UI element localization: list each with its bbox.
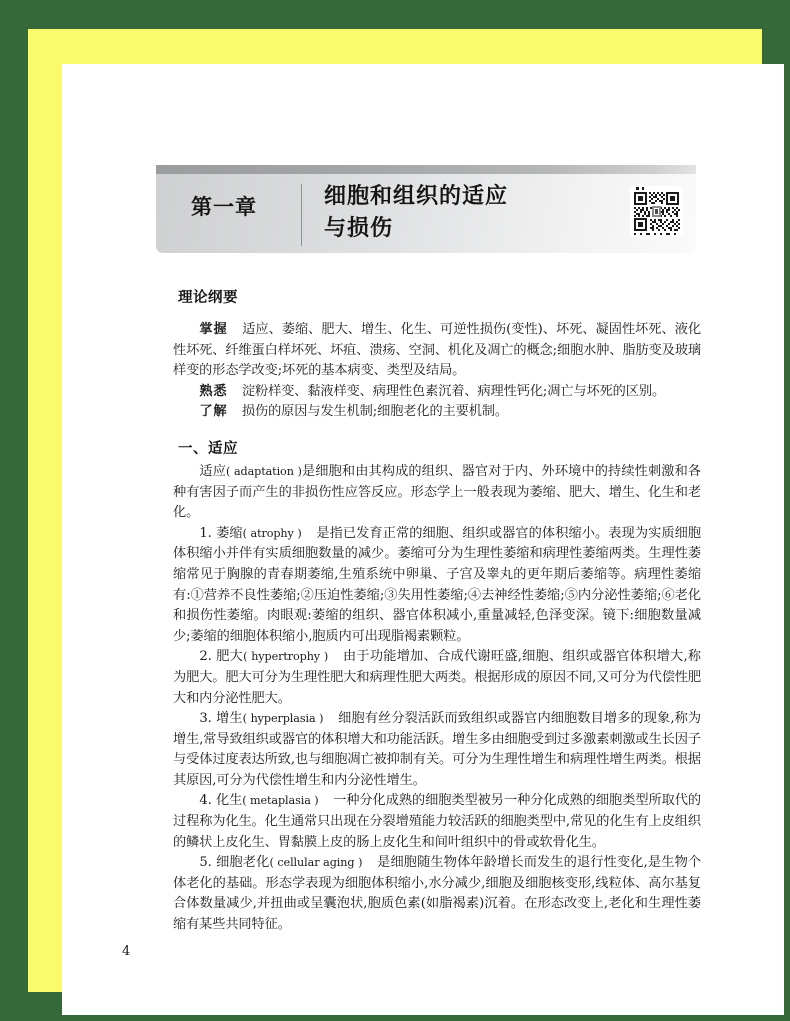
item-number-4: 4. — [199, 793, 212, 809]
term-hypertrophy: 肥大 — [216, 649, 244, 665]
chapter-title-line-1: 细胞和组织的适应 — [324, 184, 509, 209]
term-cellular-aging: 细胞老化 — [216, 855, 270, 871]
page-content — [173, 286, 701, 936]
chapter-number: 第一章 — [191, 195, 257, 219]
latin-cellular-aging: ( cellular aging ) — [269, 856, 363, 870]
paragraph-atrophy-text: 是指已发育正常的细胞、组织或器官的体积缩小。表现为实质细胞体积缩小并伴有实质细胞数量的减少。萎缩可分为生理性萎缩和病理性萎缩两类。生理性萎缩常见于胸腺的青春期萎缩,生殖系统中卵巢、子宫及睾丸的更年期后萎缩等。病理性萎缩有:①营养不良性萎缩;②压迫性萎缩;③失用性萎缩;④去神经性萎缩;⑤内分泌性萎缩;⑥老化和损伤性萎缩。肉眼观:萎缩的组织、器官体积减小,重量减轻,色泽变深。镜下:细胞数量减少;萎缩的细胞体积缩小,胞质内可出现脂褐素颗粒。 — [173, 525, 701, 644]
paragraph-adaptation-intro — [173, 462, 701, 524]
chapter-title — [324, 181, 624, 245]
chapter-header — [156, 165, 696, 253]
outline-item-master — [173, 320, 701, 382]
chapter-header-top-band — [156, 165, 696, 174]
qr-code-icon[interactable] — [630, 186, 683, 236]
outline-item-master-text: 适应、萎缩、肥大、增生、化生、可逆性损伤(变性)、坏死、凝固性坏死、液化性坏死、纤维蛋白样坏死、坏疽、溃疡、空洞、机化及凋亡的概念;细胞水肿、脂肪变及玻璃样变的形态学改变;坏死的基本病变、类型及结局。 — [173, 322, 702, 379]
latin-adaptation: ( adaptation ) — [226, 464, 302, 478]
term-metaplasia: 化生 — [215, 793, 243, 809]
chapter-title-line-2: 与损伤 — [324, 216, 394, 241]
latin-metaplasia: ( metaplasia ) — [242, 794, 319, 808]
latin-hyperplasia: ( hyperplasia ) — [242, 712, 324, 726]
paragraph-cellular-aging-text: 是细胞随生物体年龄增长而发生的退行性变化,是生物个体老化的基础。形态学表现为细胞体积缩小,水分减少,细胞及细胞核变形,线粒体、高尔基复合体数量减少,并扭曲或呈囊泡状,胞质色素(如脂褐素)沉着。在形态改变上,老化和生理性萎缩有某些共同特征。 — [173, 855, 702, 933]
paragraph-hyperplasia-text: 细胞有丝分裂活跃而致组织或器官内细胞数目增多的现象,称为增生,常导致组织或器官的体积增大和功能活跃。增生多由细胞受到过多激素刺激或生长因子与受体过度表达所致,也与细胞凋亡被抑制有关。可分为生理性增生和病理性增生两类。根据其原因,可分为代偿性增生和内分泌性增生。 — [173, 711, 701, 788]
item-number-2: 2. — [199, 649, 212, 665]
outline-item-understand-text: 损伤的原因与发生机制;细胞老化的主要机制。 — [241, 404, 508, 420]
outline-item-master-label: 掌握 — [199, 322, 228, 337]
paragraph-hypertrophy-text: 由于功能增加、合成代谢旺盛,细胞、组织或器官体积增大,称为肥大。肥大可分为生理性肥大和病理性肥大两类。根据形成的原因不同,又可分为代偿性肥大和内分泌性肥大。 — [173, 649, 701, 706]
paragraph-hyperplasia — [173, 709, 701, 791]
paragraph-adaptation-intro-text: 是细胞和由其构成的组织、器官对于内、外环境中的持续性刺激和各种有害因子而产生的非损伤性应答反应。形态学上一般表现为萎缩、肥大、增生、化生和老化。 — [173, 463, 701, 521]
section-heading-adaptation: 一、适应 — [178, 440, 238, 457]
item-number-5: 5. — [199, 855, 212, 871]
latin-hypertrophy: ( hypertrophy ) — [243, 650, 329, 664]
chapter-divider — [301, 184, 302, 246]
page-number: 4 — [122, 944, 131, 959]
outline-heading: 理论纲要 — [178, 290, 238, 306]
term-hyperplasia: 增生 — [216, 711, 243, 727]
term-adaptation: 适应 — [199, 463, 227, 479]
outline-item-familiar-label: 熟悉 — [199, 383, 228, 399]
item-number-3: 3. — [199, 711, 212, 727]
paragraph-atrophy — [173, 524, 701, 648]
outline-item-understand-label: 了解 — [199, 404, 228, 420]
book-page — [62, 64, 784, 1015]
page-inner-rule — [28, 29, 762, 992]
paragraph-metaplasia-text: 一种分化成熟的细胞类型被另一种分化成熟的细胞类型所取代的过程称为化生。化生通常只出现在分裂增殖能力较活跃的细胞类型中,常见的化生有上皮组织的鳞状上皮化生、胃黏膜上皮的肠上皮化生和间叶组织中的骨或软骨化生。 — [173, 793, 701, 850]
paragraph-hypertrophy — [173, 647, 701, 709]
term-atrophy: 萎缩 — [216, 525, 243, 541]
outline-item-understand — [173, 402, 701, 423]
paragraph-metaplasia — [173, 791, 701, 853]
outline-item-familiar-text: 淀粉样变、黏液样变、病理性色素沉着、病理性钙化;凋亡与坏死的区别。 — [241, 383, 666, 399]
latin-atrophy: ( atrophy ) — [242, 526, 302, 540]
item-number-1: 1. — [199, 525, 212, 541]
paragraph-cellular-aging — [173, 853, 701, 935]
outline-item-familiar — [173, 382, 701, 403]
